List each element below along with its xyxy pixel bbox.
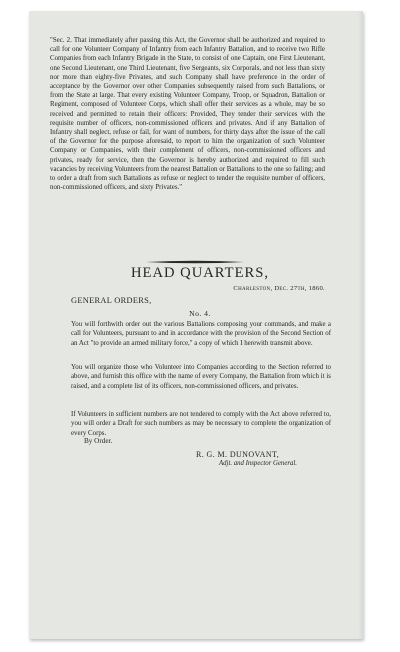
order-paragraph-1: You will forthwith order out the various Battalions composing your commands, and make a call for Volunteers, pursuant to and in accordance with the provision of the Second Section of an Act "to provide an armed military force," a copy of which I herewith transmit above. bbox=[71, 321, 331, 347]
signer-title: Adjt. and Inspector General. bbox=[219, 460, 297, 467]
paper-edge-shadow bbox=[358, 11, 363, 639]
order-paragraph-2: You will organize those who Volunteer into Companies according to the Section referred to above, and furnish this office with the name of every Company, the Battalion from which it is raised, and a complete list of its officers, non-commissioned officers, and privates. bbox=[71, 364, 331, 390]
head-quarters-title: HEAD QUARTERS, bbox=[131, 265, 269, 281]
general-orders-heading: GENERAL ORDERS, bbox=[71, 296, 152, 305]
ornamental-rule bbox=[146, 260, 244, 264]
act-section-text: "Sec. 2. That immediately after passing this Act, the Governor shall be authorized and required to call for one Volunteer Company of Infantry from each Infantry Battalion, and to receive two Rifle Companies from each Infantry Brigade in the State, to consist of one Captain, one First Lieutenant, one Second Lieutenant, one Third Lieutenant, five Sergeants, six Corporals, and not less than sixty nor more than eighty-five Privates, and such Company shall have preference in the order of acceptance by the Governor over other Companies subsequently raised from such Battalions, or from the State at large. That every existing Volunteer Company, Troop, or Squadron, Battalion or Regiment, composed of Volunteer Corps, which shall offer their services as a whole, may be so received and permitted to retain their officers: Provided, They tender their services with the requisite number of officers, non-commissioned officers and privates. And if any Battalion of Infantry shall neglect, refuse or fail, for want of numbers, for thirty days after the issue of the call of the Governor for the purpose aforesaid, to report to him the organization of such Volunteer Company or Companies, with their complement of officers, non-commissioned officers and privates, ready for service, then the Governor is hereby authorized and required to fill such vacancies by receiving Volunteers from the nearest Battalion or Battalions to the one so failing; and to order a draft from such Battalions as refuse or neglect to tender the requisite number of officers, non-commissioned officers, and sixty Privates." bbox=[50, 37, 325, 192]
orders-number: No. 4. bbox=[189, 309, 211, 318]
order-paragraph-3: If Volunteers in sufficient numbers are not tendered to comply with the Act above referred to, you will order a Draft for such numbers as may be necessary to complete the organization of every Corps. bbox=[71, 411, 331, 437]
by-order-closing: By Order. bbox=[84, 437, 113, 445]
signer-name: R. G. M. DUNOVANT, bbox=[196, 450, 280, 459]
dateline: Charleston, Dec. 27th, 1860. bbox=[233, 285, 325, 292]
